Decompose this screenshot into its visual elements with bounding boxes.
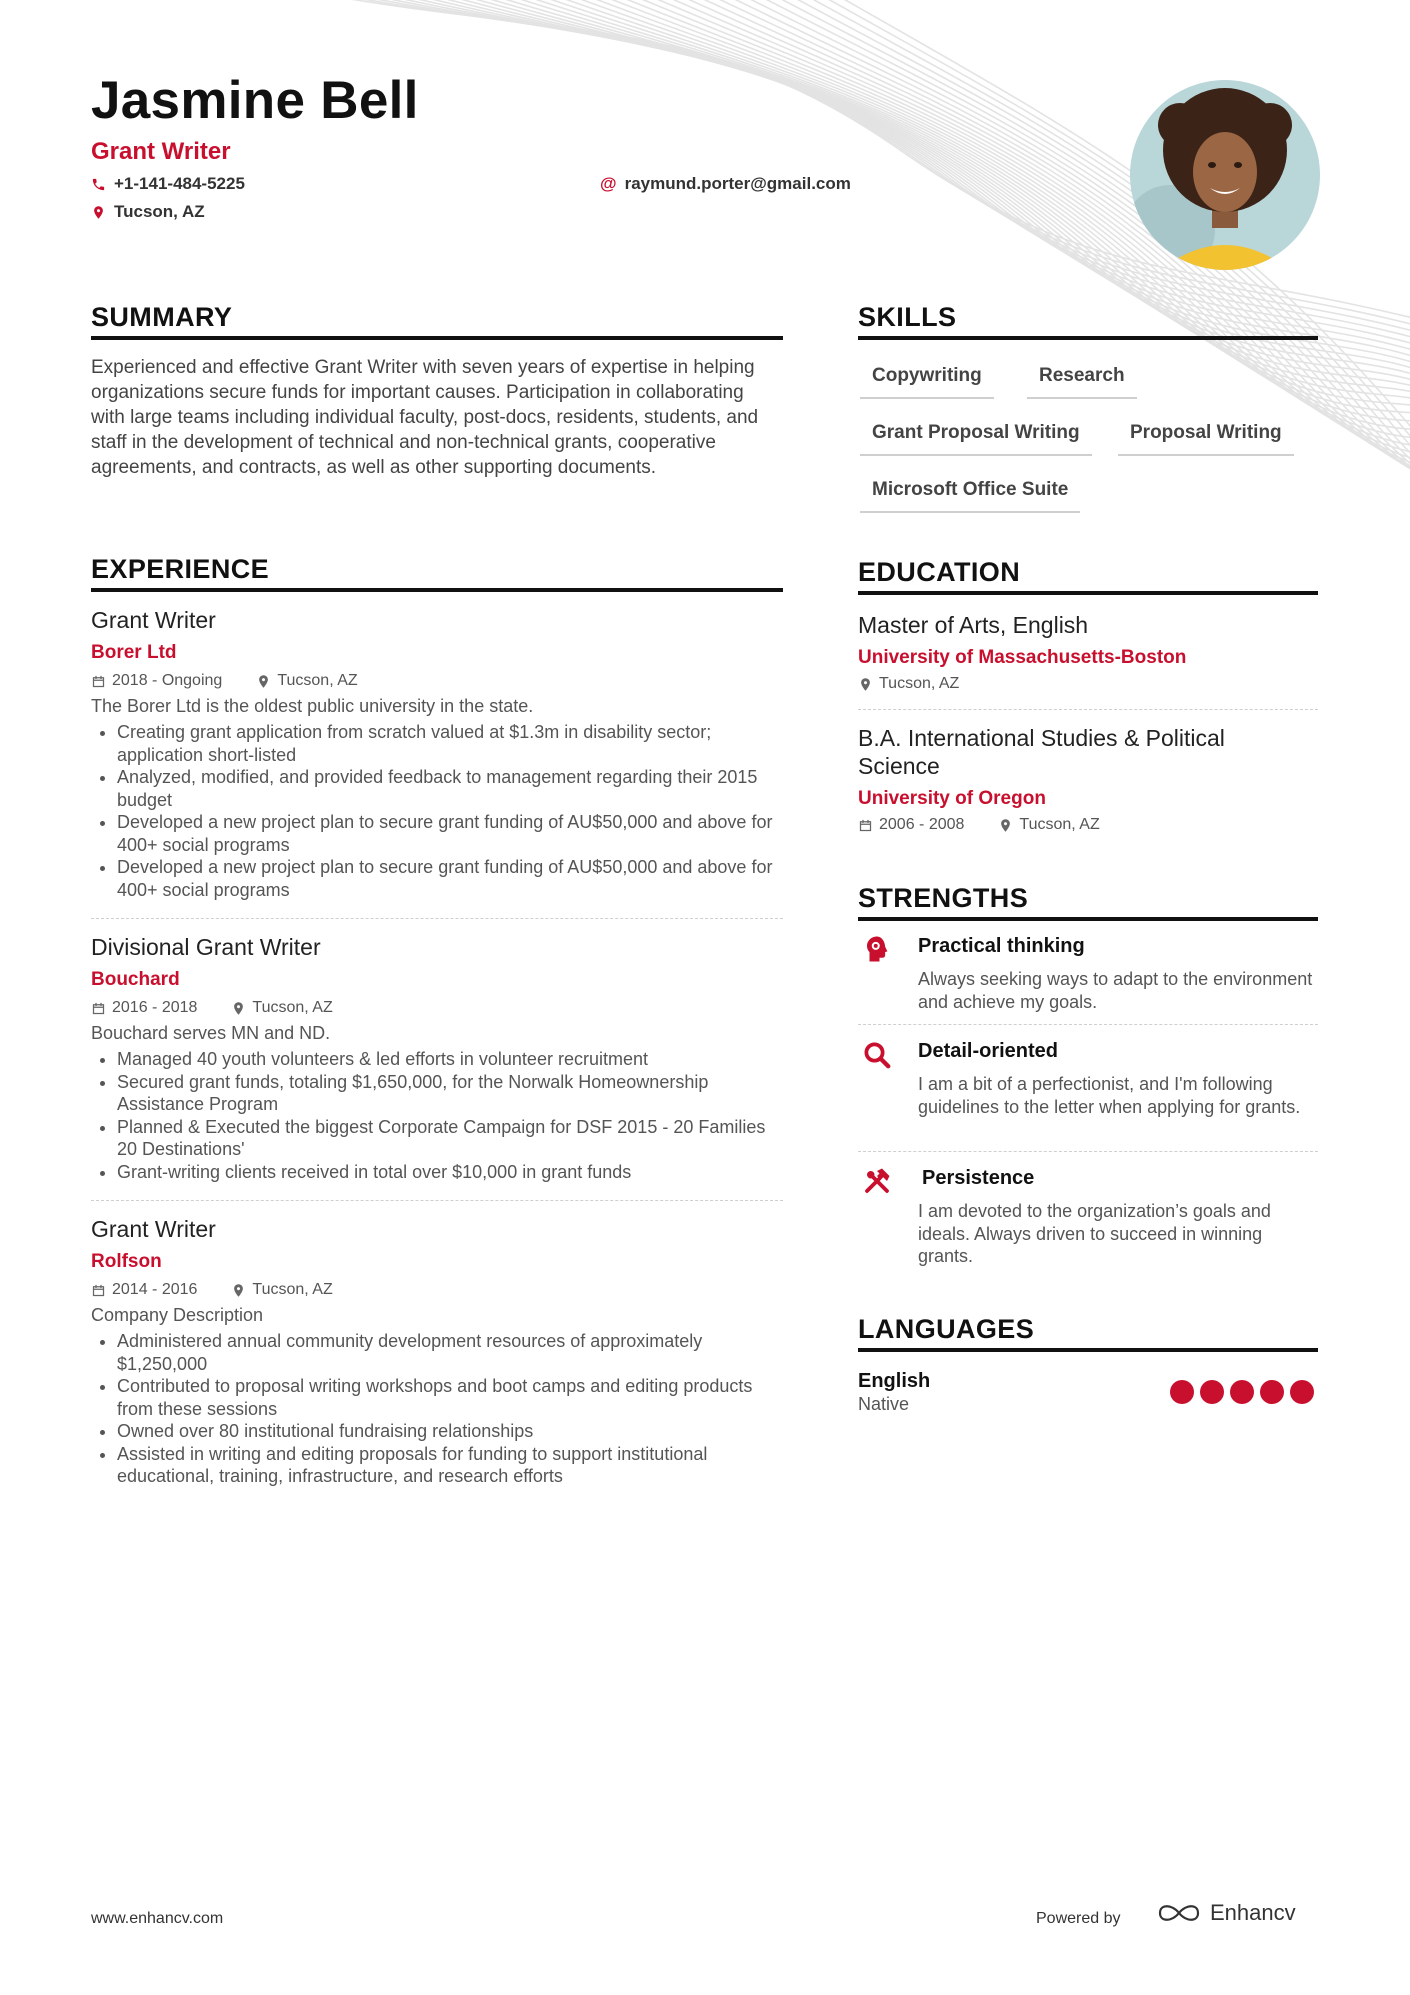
calendar-icon (91, 1001, 106, 1016)
experience-item (91, 1216, 783, 1488)
divider (91, 1200, 783, 1201)
job-bullet: • Developed a new project plan to secure grant funding of AU$50,000 and above for 400+ social programs (117, 856, 783, 901)
contact-location (91, 202, 205, 222)
strength-description: I am a bit of a perfectionist, and I'm following guidelines to the letter when applying for grants. (918, 1074, 1301, 1117)
enhancv-logo-icon (1156, 1900, 1202, 1926)
strengths-rule (858, 917, 1318, 921)
job-title: Grant Writer (91, 607, 216, 633)
rating-dot (1170, 1380, 1194, 1404)
candidate-name: Jasmine Bell (91, 71, 419, 130)
brand-logo[interactable] (1156, 1900, 1296, 1926)
skill-tag: Research (1027, 365, 1137, 399)
company-name: Bouchard (91, 969, 180, 990)
education-location: Tucson, AZ (1019, 816, 1100, 833)
skills-heading: SKILLS (858, 302, 957, 332)
phone-text: +1-141-484-5225 (114, 174, 245, 193)
experience-heading: EXPERIENCE (91, 554, 270, 584)
experience-rule (91, 588, 783, 592)
location-pin-icon (256, 674, 271, 689)
job-bullet: • Managed 40 youth volunteers & led efforts in volunteer recruitment (117, 1048, 783, 1071)
education-degree: Master of Arts, English (858, 612, 1089, 638)
at-icon: @ (600, 174, 617, 193)
profile-photo (1130, 80, 1320, 270)
job-description: Bouchard serves MN and ND. (91, 1023, 331, 1043)
job-bullets (91, 1048, 783, 1183)
footer-powered-by: Powered by (1036, 1910, 1121, 1927)
job-bullet: • Planned & Executed the biggest Corporate Campaign for DSF 2015 - 20 Families 20 Destinations' (117, 1116, 783, 1161)
skill-tag: Grant Proposal Writing (860, 422, 1092, 456)
job-location: Tucson, AZ (252, 1281, 333, 1298)
summary-rule (91, 336, 783, 340)
company-name: Rolfson (91, 1251, 162, 1272)
rating-dot (1260, 1380, 1284, 1404)
email-text: raymund.porter@gmail.com (624, 174, 851, 193)
experience-item (91, 607, 783, 901)
job-location: Tucson, AZ (252, 999, 333, 1016)
job-dates: 2018 - Ongoing (112, 672, 223, 689)
education-school: University of Oregon (858, 788, 1046, 809)
skill-tag: Copywriting (860, 365, 994, 399)
location-pin-icon (998, 818, 1013, 833)
education-degree: B.A. International Studies & Political Science (858, 725, 1225, 779)
job-bullet: • Creating grant application from scratch valued at $1.3m in disability sector; application short-listed (117, 721, 783, 766)
strength-title: Practical thinking (918, 935, 1085, 957)
calendar-icon (91, 1283, 106, 1298)
magnifier-icon (862, 1040, 892, 1070)
location-pin-icon (231, 1283, 246, 1298)
rating-dot (1200, 1380, 1224, 1404)
languages-rule (858, 1348, 1318, 1352)
contact-phone[interactable] (91, 174, 245, 194)
tools-icon (862, 1166, 892, 1196)
education-school: University of Massachusetts-Boston (858, 647, 1187, 668)
job-dates: 2016 - 2018 (112, 999, 198, 1016)
brand-name: Enhancv (1210, 1900, 1296, 1925)
strength-title: Persistence (922, 1167, 1035, 1189)
strength-title: Detail-oriented (918, 1040, 1059, 1062)
job-meta (91, 1281, 783, 1299)
footer-website[interactable]: www.enhancv.com (91, 1910, 224, 1927)
language-rating (1170, 1380, 1314, 1404)
education-heading: EDUCATION (858, 557, 1021, 587)
language-name: English (858, 1370, 931, 1392)
strength-description: Always seeking ways to adapt to the environment and achieve my goals. (918, 969, 1313, 1012)
location-pin-icon (91, 205, 106, 220)
skills-rule (858, 336, 1318, 340)
calendar-icon (91, 674, 106, 689)
contact-email[interactable] (600, 174, 851, 194)
job-location: Tucson, AZ (277, 672, 358, 689)
education-meta (858, 816, 1100, 834)
divider (858, 1151, 1318, 1152)
calendar-icon (858, 818, 873, 833)
education-location: Tucson, AZ (879, 675, 960, 692)
rating-dot (1230, 1380, 1254, 1404)
job-bullet: • Grant-writing clients received in total over $10,000 in grant funds (117, 1161, 783, 1184)
job-bullets (91, 721, 783, 901)
job-meta (91, 999, 783, 1017)
location-pin-icon (231, 1001, 246, 1016)
job-bullet: • Secured grant funds, totaling $1,650,000, for the Norwalk Homeownership Assistance Program (117, 1071, 783, 1116)
location-text: Tucson, AZ (114, 202, 205, 221)
skill-tag: Proposal Writing (1118, 422, 1294, 456)
strength-description: I am devoted to the organization’s goals and ideals. Always driven to succeed in winning grants. (918, 1201, 1271, 1266)
strengths-heading: STRENGTHS (858, 883, 1029, 913)
education-meta (858, 675, 959, 693)
company-name: Borer Ltd (91, 642, 177, 663)
location-pin-icon (858, 677, 873, 692)
language-level: Native (858, 1394, 910, 1414)
divider (858, 709, 1318, 710)
education-rule (858, 591, 1318, 595)
summary-text: Experienced and effective Grant Writer with seven years of expertise in helping organizations secure funds for important causes. Participation in collaborating with large teams including individual faculty, post-docs, residents, students, and staff in the development of technical and non-technical grants, cooperative agreements, and contracts, as well as other supporting documents. (91, 357, 759, 478)
divider (858, 1024, 1318, 1025)
job-description: Company Description (91, 1305, 264, 1325)
head-brain-icon (862, 934, 892, 964)
job-meta (91, 672, 783, 690)
job-dates: 2014 - 2016 (112, 1281, 198, 1298)
job-title: Divisional Grant Writer (91, 934, 321, 960)
education-dates: 2006 - 2008 (879, 816, 965, 833)
experience-item (91, 934, 783, 1183)
job-bullets (91, 1330, 783, 1488)
job-title: Grant Writer (91, 1216, 216, 1242)
skill-tag: Microsoft Office Suite (860, 479, 1080, 513)
candidate-role: Grant Writer (91, 138, 231, 165)
job-bullet: • Analyzed, modified, and provided feedback to management regarding their 2015 budget (117, 766, 783, 811)
job-bullet: • Owned over 80 institutional fundraising relationships (117, 1420, 783, 1443)
summary-heading: SUMMARY (91, 302, 233, 332)
job-description: The Borer Ltd is the oldest public university in the state. (91, 696, 534, 716)
job-bullet: • Assisted in writing and editing proposals for funding to support institutional educational, training, infrastructure, and research efforts (117, 1443, 783, 1488)
divider (91, 918, 783, 919)
job-bullet: • Administered annual community development resources of approximately $1,250,000 (117, 1330, 783, 1375)
languages-heading: LANGUAGES (858, 1314, 1035, 1344)
rating-dot (1290, 1380, 1314, 1404)
job-bullet: • Developed a new project plan to secure grant funding of AU$50,000 and above for 400+ social programs (117, 811, 783, 856)
phone-icon (91, 177, 106, 192)
job-bullet: • Contributed to proposal writing workshops and boot camps and editing products from these sessions (117, 1375, 783, 1420)
